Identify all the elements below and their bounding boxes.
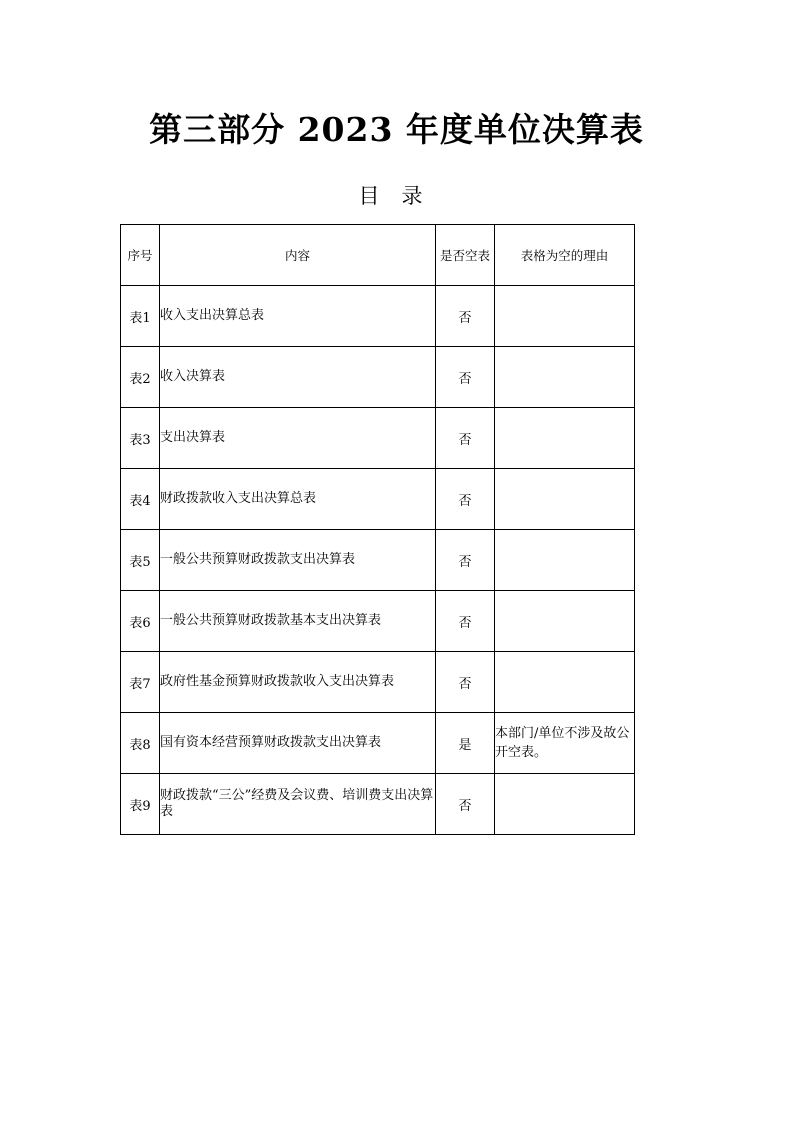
row-reason xyxy=(495,591,635,652)
row-seq: 表7 xyxy=(121,652,160,713)
row-is-empty: 是 xyxy=(436,713,495,774)
row-seq: 表2 xyxy=(121,347,160,408)
row-is-empty: 否 xyxy=(436,530,495,591)
row-seq: 表8 xyxy=(121,713,160,774)
table-row xyxy=(121,469,635,530)
row-content: 支出决算表 xyxy=(160,408,436,469)
header-reason: 表格为空的理由 xyxy=(495,225,635,286)
table-row xyxy=(121,652,635,713)
table-row xyxy=(121,713,635,774)
row-is-empty: 否 xyxy=(436,652,495,713)
table-row xyxy=(121,774,635,835)
row-seq: 表4 xyxy=(121,469,160,530)
row-seq: 表1 xyxy=(121,286,160,347)
row-content: 一般公共预算财政拨款基本支出决算表 xyxy=(160,591,436,652)
row-reason: 本部门/单位不涉及故公开空表。 xyxy=(495,713,635,774)
table-row xyxy=(121,408,635,469)
toc-heading: 目录 xyxy=(358,184,445,208)
row-seq: 表3 xyxy=(121,408,160,469)
toc-table xyxy=(120,224,635,835)
table-row xyxy=(121,591,635,652)
row-reason xyxy=(495,530,635,591)
row-reason xyxy=(495,286,635,347)
row-is-empty: 否 xyxy=(436,408,495,469)
row-content: 财政拨款收入支出决算总表 xyxy=(160,469,436,530)
row-is-empty: 否 xyxy=(436,774,495,835)
row-content: 一般公共预算财政拨款支出决算表 xyxy=(160,530,436,591)
table-row xyxy=(121,286,635,347)
row-is-empty: 否 xyxy=(436,286,495,347)
row-seq: 表5 xyxy=(121,530,160,591)
header-seq: 序号 xyxy=(121,225,160,286)
row-reason xyxy=(495,408,635,469)
row-seq: 表9 xyxy=(121,774,160,835)
row-content: 收入支出决算总表 xyxy=(160,286,436,347)
row-seq: 表6 xyxy=(121,591,160,652)
row-is-empty: 否 xyxy=(436,591,495,652)
row-content: 国有资本经营预算财政拨款支出决算表 xyxy=(160,713,436,774)
header-content: 内容 xyxy=(160,225,436,286)
row-content: 政府性基金预算财政拨款收入支出决算表 xyxy=(160,652,436,713)
row-content: 收入决算表 xyxy=(160,347,436,408)
row-reason xyxy=(495,652,635,713)
table-row xyxy=(121,530,635,591)
row-reason xyxy=(495,347,635,408)
row-is-empty: 否 xyxy=(436,347,495,408)
row-content: 财政拨款“三公”经费及会议费、培训费支出决算表 xyxy=(160,774,436,835)
row-reason xyxy=(495,774,635,835)
table-row xyxy=(121,347,635,408)
row-reason xyxy=(495,469,635,530)
header-is-empty: 是否空表 xyxy=(436,225,495,286)
page-title: 第三部分 2023 年度单位决算表 xyxy=(149,110,644,149)
row-is-empty: 否 xyxy=(436,469,495,530)
table-header-row xyxy=(121,225,635,286)
